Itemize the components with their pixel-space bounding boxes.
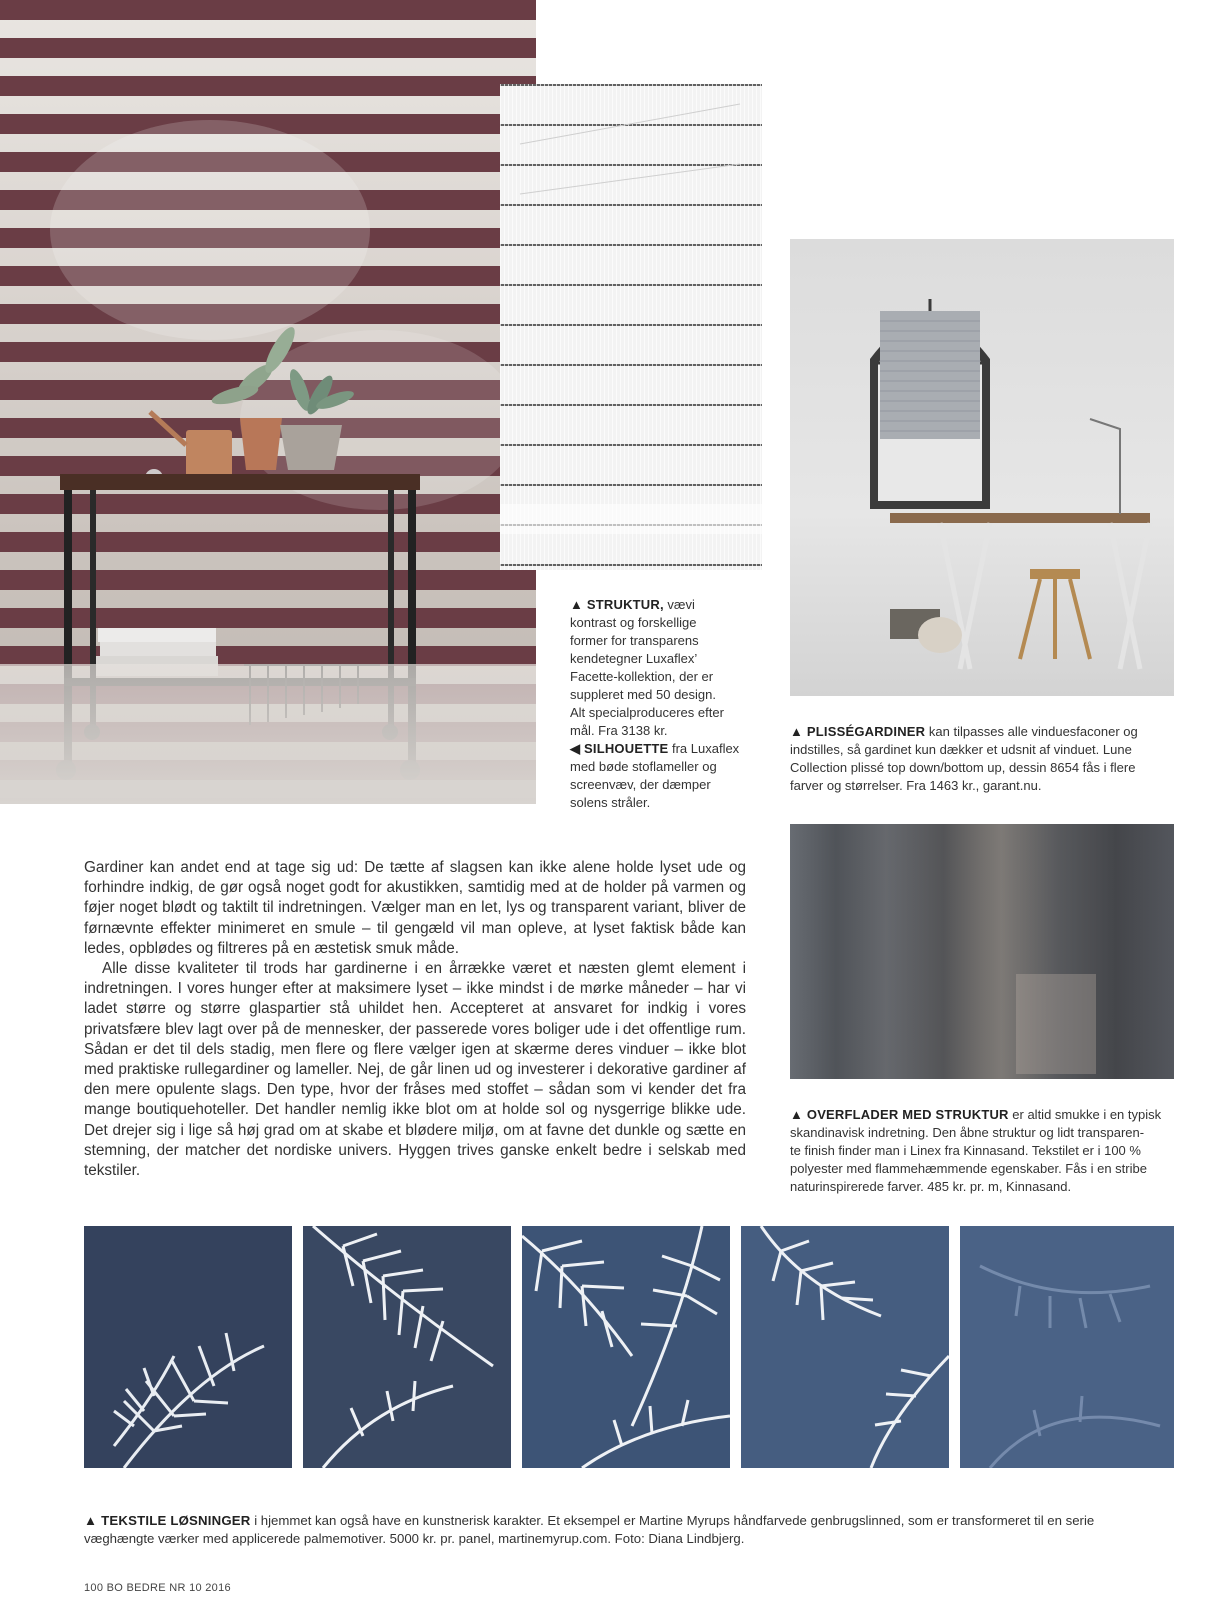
photo-linen-curtain xyxy=(790,824,1174,1079)
caption-line: vævi xyxy=(667,597,695,612)
page-footer xyxy=(84,1582,231,1594)
caption-tekstile-head: ▲ TEKSTILE LØSNINGER xyxy=(84,1513,251,1528)
caption-line: naturinspirerede farver. 485 kr. pr. m, Kinnasand. xyxy=(790,1179,1072,1194)
caption-silhouette-head: ◀ SILHOUETTE xyxy=(570,741,669,756)
photo-facette-weave xyxy=(500,84,762,570)
palm-motif xyxy=(84,1226,292,1468)
weave-texture xyxy=(500,84,762,570)
caption-tekstile xyxy=(84,1512,1184,1548)
caption-plisse-head: ▲ PLISSÉGARDINER xyxy=(790,724,926,739)
article-body xyxy=(84,858,746,1181)
photo-plisse-room xyxy=(790,239,1174,696)
caption-line: mål. Fra 3138 kr. xyxy=(570,723,668,738)
caption-line: te finish finder man i Linex fra Kinnasand. Tekstilet er i 100 % xyxy=(790,1143,1141,1158)
caption-plisse xyxy=(790,723,1180,795)
art-panel-4 xyxy=(741,1226,949,1468)
caption-line: Collection plissé top down/bottom up, dessin 8654 fås i flere xyxy=(790,760,1136,775)
caption-line: indstilles, så gardinet kun dækker et udsnit af vinduet. Lune xyxy=(790,742,1132,757)
caption-overflader xyxy=(790,1106,1180,1196)
caption-struktur-head: ▲ STRUKTUR, xyxy=(570,597,664,612)
linen-texture xyxy=(790,824,1174,1079)
caption-line: Alt specialproduceres efter xyxy=(570,705,724,720)
art-panel-5 xyxy=(960,1226,1174,1468)
caption-line: Facette-kollektion, der er xyxy=(570,669,714,684)
body-paragraph: Gardiner kan andet end at tage sig ud: De tætte af slagsen kan ikke alene holde lyset ude og forhindre indkig, de gør også noget godt for akustikken, samtidig med at de holder på varmen og føjer noget blødt og taktilt til indretningen. Vælger man en let, lys og transparent variant, bliver de førnævnte effekter minimeret en smule – til gengæld vil man opleve, at lyset faktisk både kan ledes, opblødes og filtreres på en æstetisk smuk måde. xyxy=(84,859,746,957)
caption-line: i hjemmet kan også have en kunstnerisk karakter. Et eksempel er Martine Myrups håndfarvede genbrugslinned, som er transformeret til en serie xyxy=(254,1513,1095,1528)
caption-line: kendetegner Luxaflex’ xyxy=(570,651,698,666)
body-paragraph: Alle disse kvaliteter til trods har gardinerne i en årrække været et næsten glemt element i indretningen. I vores hunger efter at maksimere lyset – ikke mindst i de mørke måneder – har vi ladet større og større glaspartier stå uhildet hen. Accepteret at ansvaret for indkig i vores privatsfære blev lagt over på de mennesker, der passerede vores boliger ude i det offentlige rum. Sådan er det til dels stadig, men flere og flere vælger igen at skærme deres vinduer – ikke blot med praktiske rullegardiner og lameller. Nej, de går linen ud og investerer i dekorative gardiner af den mere opulente slags. Den type, hvor der fråses med stoffet – sådan som vi kender det fra mange boutiquehoteller. Det handler nemlig ikke blot om at holde sol og nysgerrige blikke ude. Det drejer sig i lige så høj grad om at skabe et blødere miljø, om at favne det dunkle og sætte en stemning, der matcher det nordiske univers. Hyggen trives ganske enkelt bedre i selskab med tekstiler. xyxy=(84,960,746,1180)
caption-struktur xyxy=(570,596,770,812)
magazine-name: BO BEDRE xyxy=(106,1582,166,1594)
room-illustration xyxy=(790,239,1174,696)
palm-motif xyxy=(522,1226,730,1468)
art-panel-2 xyxy=(303,1226,511,1468)
caption-line: skandinavisk indretning. Den åbne struktur og lidt transparen- xyxy=(790,1125,1145,1140)
caption-line: polyester med flammehæmmende egenskaber. Fås i en stribe xyxy=(790,1161,1147,1176)
photo-striped-blinds xyxy=(0,0,536,804)
caption-line: farver og størrelser. Fra 1463 kr., garant.nu. xyxy=(790,778,1042,793)
caption-line: med bøde stoflameller og xyxy=(570,759,717,774)
palm-motif xyxy=(960,1226,1174,1468)
issue-label: NR 10 2016 xyxy=(169,1582,231,1594)
art-panel-1 xyxy=(84,1226,292,1468)
palm-motif xyxy=(303,1226,511,1468)
caption-line: væghængte værker med applicerede palmemotiver. 5000 kr. pr. panel, martinemyrup.com. Foto: Diana Lindbjerg. xyxy=(84,1531,745,1546)
floor xyxy=(0,664,536,804)
caption-overflader-head: ▲ OVERFLADER MED STRUKTUR xyxy=(790,1107,1009,1122)
page-number: 100 xyxy=(84,1582,104,1594)
caption-line: suppleret med 50 design. xyxy=(570,687,716,702)
caption-line: fra Luxaflex xyxy=(671,741,740,756)
caption-line: screenvæv, der dæmper xyxy=(570,777,711,792)
art-panel-3 xyxy=(522,1226,730,1468)
caption-line: solens stråler. xyxy=(570,795,651,810)
caption-line: kontrast og forskellige xyxy=(570,615,697,630)
palm-motif xyxy=(741,1226,949,1468)
caption-line: kan tilpasses alle vinduesfaconer og xyxy=(928,724,1138,739)
caption-line: former for transparens xyxy=(570,633,699,648)
caption-line: er altid smukke i en typisk xyxy=(1012,1107,1162,1122)
